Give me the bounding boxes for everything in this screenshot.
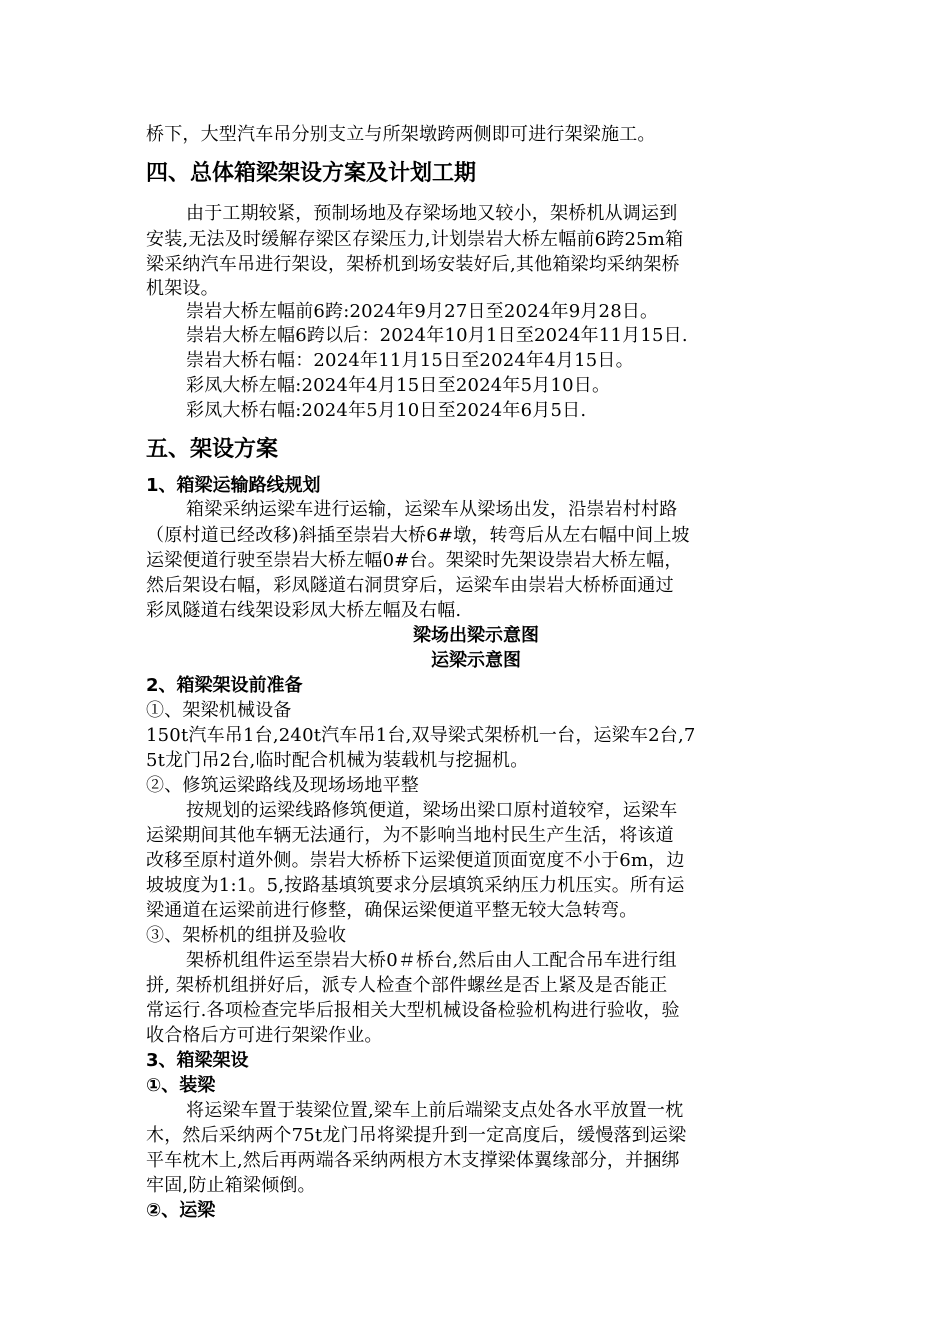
section4-para-line: 机架设。 [146,278,219,299]
subsection-heading: 1、箱梁运输路线规划 [146,475,321,496]
item-line: 5t龙门吊2台,临时配合机械为装载机与挖掘机。 [146,750,529,771]
schedule-item: 彩凤大桥左幅:2024年4月15日至2024年5月10日。 [186,375,611,396]
step-line: 将运梁车置于装梁位置,梁车上前后端梁支点处各水平放置一枕 [186,1100,684,1121]
item-line: 按规划的运梁线路修筑便道，梁场出梁口原村道较窄，运梁车 [186,800,678,821]
sub1-para-line: 然后架设右幅，彩凤隧道右洞贯穿后，运梁车由崇岩大桥桥面通过 [146,575,674,596]
schedule-item: 崇岩大桥左幅前6跨:2024年9月27日至2024年9月28日。 [186,301,659,322]
step-line: 牢固,防止箱梁倾倒。 [146,1175,316,1196]
section4-para-line: 梁采纳汽车吊进行架设，架桥机到场安装好后,其他箱梁均采纳架桥 [146,254,680,275]
sub1-para-line: 箱梁采纳运梁车进行运输，运梁车从梁场出发，沿崇岩村村路 [186,499,678,520]
item-title: ②、修筑运梁路线及现场场地平整 [146,775,419,796]
figure-caption: 梁场出梁示意图 [413,625,539,646]
schedule-item: 崇岩大桥左幅6跨以后：2024年10月1日至2024年11月15日. [186,325,688,346]
figure-caption: 运梁示意图 [431,650,521,671]
item-line: 常运行.各项检查完毕后报相关大型机械设备检验机构进行验收，验 [146,1000,680,1021]
schedule-item: 彩凤大桥右幅:2024年5月10日至2024年6月5日. [186,400,587,421]
item-line: 运梁期间其他车辆无法通行，为不影响当地村民生产生活，将该道 [146,825,674,846]
subsection-heading: 3、箱梁架设 [146,1050,249,1071]
item-line: 坡坡度为1:1。5,按路基填筑要求分层填筑采纳压力机压实。所有运 [146,875,685,896]
item-line: 改移至原村道外侧。崇岩大桥桥下运梁便道顶面宽度不小于6m，边 [146,850,685,871]
item-line: 拼, 架桥机组拼好后，派专人检查个部件螺丝是否上紧及是否能正 [146,975,668,996]
item-line: 150t汽车吊1台,240t汽车吊1台,双导梁式架桥机一台，运梁车2台,7 [146,725,696,746]
item-line: 梁通道在运梁前进行修整，确保运梁便道平整无较大急转弯。 [146,900,638,921]
sub1-para-line: （原村道已经改移)斜插至崇岩大桥6#墩，转弯后从左右幅中间上坡 [146,525,690,546]
item-line: 架桥机组件运至崇岩大桥0＃桥台,然后由人工配合吊车进行组 [186,950,677,971]
step-heading: ①、装梁 [146,1075,216,1096]
item-line: 收合格后方可进行架梁作业。 [146,1025,383,1046]
item-title: ③、架桥机的组拼及验收 [146,925,347,946]
step-heading: ②、运梁 [146,1200,216,1221]
intro-line: 桥下，大型汽车吊分别支立与所架墩跨两侧即可进行架梁施工。 [146,124,656,145]
step-line: 平车枕木上,然后再两端各采纳两根方木支撑梁体翼缘部分，并捆绑 [146,1150,680,1171]
sub1-para-line: 彩凤隧道右线架设彩凤大桥左幅及右幅. [146,600,462,621]
section4-para-line: 由于工期较紧，预制场地及存梁场地又较小，架桥机从调运到 [186,203,678,224]
section4-heading: 四、总体箱梁架设方案及计划工期 [146,161,477,186]
section5-heading: 五、架设方案 [146,437,279,462]
item-title: ①、架梁机械设备 [146,700,292,721]
section4-para-line: 安装,无法及时缓解存梁区存梁压力,计划崇岩大桥左幅前6跨25m箱 [146,229,684,250]
sub1-para-line: 运梁便道行驶至崇岩大桥左幅0#台。架梁时先架设崇岩大桥左幅， [146,550,683,571]
subsection-heading: 2、箱梁架设前准备 [146,675,303,696]
step-line: 木，然后采纳两个75t龙门吊将梁提升到一定高度后，缓慢落到运梁 [146,1125,687,1146]
schedule-item: 崇岩大桥右幅：2024年11月15日至2024年4月15日。 [186,350,634,371]
